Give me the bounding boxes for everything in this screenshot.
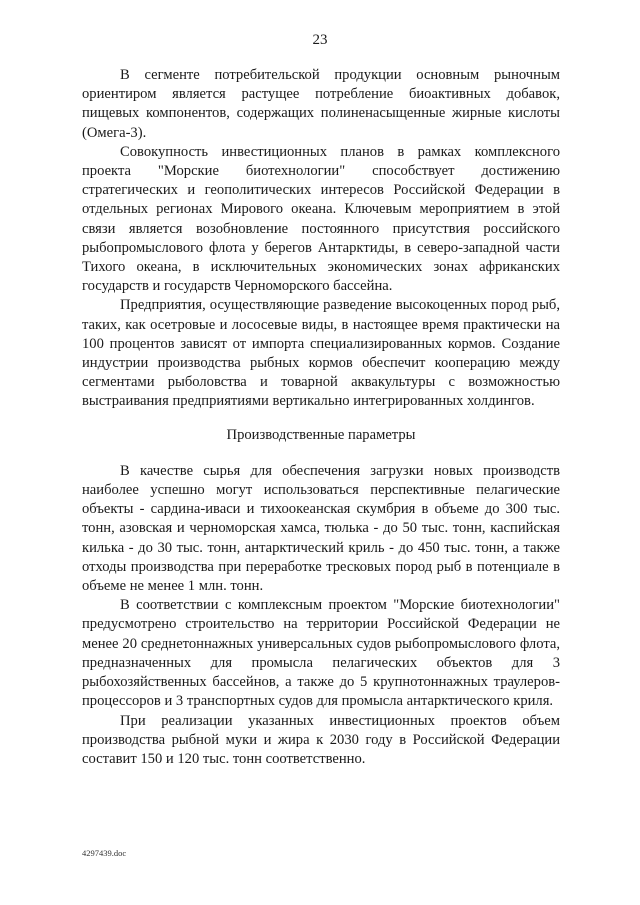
page-number: 23 (312, 32, 328, 48)
paragraph: Предприятия, осуществляющие разведение высокоценных пород рыб, таких, как осетровые и лососевые виды, в настоящее время практически на 100 процентов зависят от импорта специализированных кормов. Создание индустрии производства рыбных кормов обеспечит кооперацию между сегментами рыболовства и товарной аквакультуры с возможностью выстраивания предприятиями вертикально интегрированных холдингов. (82, 297, 560, 410)
paragraph: При реализации указанных инвестиционных проектов объем производства рыбной муки и жира к 2030 году в Российской Федерации составит 150 и 120 тыс. тонн соответственно. (82, 712, 560, 767)
paragraph: В качестве сырья для обеспечения загрузки новых производств наиболее успешно могут использоваться перспективные пелагические объекты - сардина-иваси и тихоокеанская скумбрия в объеме до 300 тыс. тонн, азовская и черноморская хамса, тюлька - до 50 тыс. тонн, каспийская килька - до 30 тыс. тонн, антарктический криль - до 450 тыс. тонн, а также отходы производства при переработке тресковых пород рыб в потенциале в объеме не менее 1 млн. тонн. (82, 462, 560, 595)
footer-filename: 4297439.doc (82, 848, 127, 858)
paragraph: В сегменте потребительской продукции основным рыночным ориентиром является растущее потребление биоактивных добавок, пищевых компонентов, содержащих полиненасыщенные жирные кислоты (Омега-3). (82, 67, 560, 141)
section-heading: Производственные параметры (226, 426, 416, 443)
paragraph: В соответствии с комплексным проектом "Морские биотехнологии" предусмотрено строительство на территории Российской Федерации не менее 20 среднетоннажных универсальных судов рыбопромыслового флота, предназначенных для промысла пелагических объектов для 3 рыбохозяйственных бассейнов, а также до 5 крупнотоннажных траулеров-процессоров и 3 транспортных судов для промысла антарктического криля. (82, 597, 560, 710)
document-body (82, 66, 560, 769)
paragraph: Совокупность инвестиционных планов в рамках комплексного проекта "Морские биотехнологии" способствует достижению стратегических и геополитических интересов Российской Федерации в отдельных регионах Мирового океана. Ключевым мероприятием в этой связи является возобновление постоянного присутствия российского рыбопромыслового флота у берегов Антарктиды, в северо-западной части Тихого океана, в исключительных экономических зонах африканских государств и государств Черноморского бассейна. (82, 143, 560, 295)
